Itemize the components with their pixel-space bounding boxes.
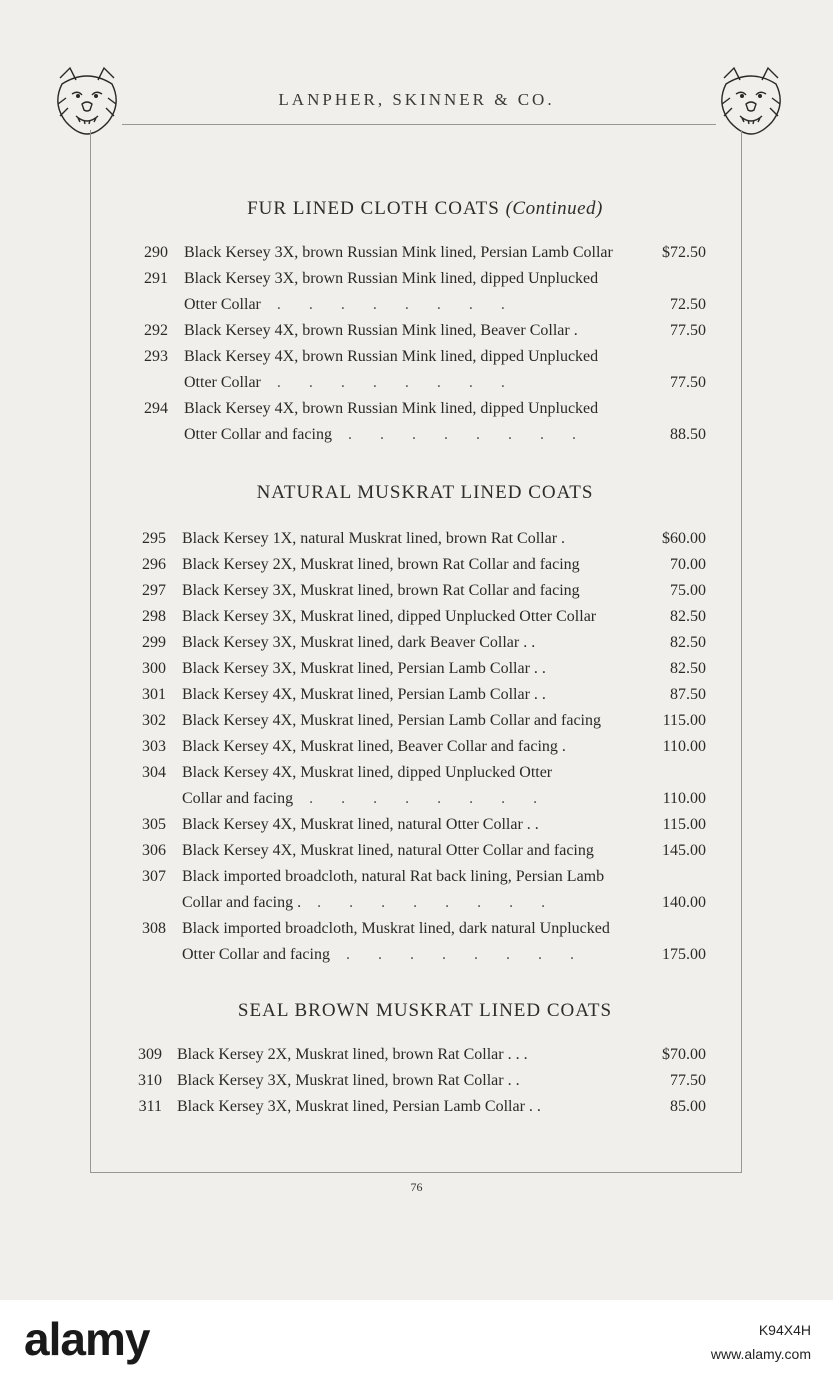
- item-description: Black Kersey 1X, natural Muskrat lined, brown Rat Collar .: [182, 530, 566, 547]
- item-description: Black Kersey 3X, brown Russian Mink lined, dipped Unplucked: [184, 270, 599, 287]
- item-price: 87.50: [670, 686, 706, 703]
- dot-leader: . . . . . . . .: [329, 946, 586, 963]
- item-description: Black Kersey 3X, Muskrat lined, brown Rat Collar . .: [177, 1072, 520, 1089]
- item-price: 77.50: [670, 1072, 706, 1089]
- catalog-entry: [0, 604, 833, 630]
- item-description: Otter Collar and facing . . . . . . . .: [182, 946, 586, 963]
- catalog-entry: [0, 552, 833, 578]
- item-price: 85.00: [670, 1098, 706, 1115]
- catalog-entry: [0, 812, 833, 838]
- entry-line: [0, 656, 833, 682]
- item-price: 82.50: [670, 634, 706, 651]
- item-description: Black Kersey 2X, Muskrat lined, brown Rat Collar and facing: [182, 556, 580, 573]
- section-title-seal-brown: SEAL BROWN MUSKRAT LINED COATS: [237, 1000, 613, 1021]
- item-number: 293: [144, 348, 168, 365]
- item-price: 77.50: [670, 374, 706, 391]
- item-description: Otter Collar . . . . . . . .: [184, 296, 517, 313]
- item-description: Black Kersey 3X, brown Russian Mink lined, Persian Lamb Collar: [184, 244, 613, 261]
- catalog-entry: [0, 1068, 833, 1094]
- entry-line: [0, 916, 833, 942]
- entry-line: [0, 1094, 833, 1120]
- item-number: 302: [142, 712, 166, 729]
- catalog-entry: [0, 578, 833, 604]
- item-number: 311: [138, 1098, 162, 1115]
- catalog-entry: [0, 1042, 833, 1068]
- item-number: 291: [144, 270, 168, 287]
- entry-line: [0, 578, 833, 604]
- item-description: Black Kersey 4X, Muskrat lined, Persian Lamb Collar and facing: [182, 712, 601, 729]
- item-description: Black Kersey 3X, Muskrat lined, dipped Unplucked Otter Collar: [182, 608, 597, 625]
- item-description: Black Kersey 4X, brown Russian Mink lined, dipped Unplucked: [184, 400, 599, 417]
- entry-line: [0, 266, 833, 292]
- item-number: 299: [142, 634, 166, 651]
- entry-line: [0, 318, 833, 344]
- catalog-entry: [0, 760, 833, 812]
- item-number: 305: [142, 816, 166, 833]
- entry-line: [0, 708, 833, 734]
- entry-line: [0, 396, 833, 422]
- item-number: 304: [142, 764, 166, 781]
- catalog-entry: [0, 838, 833, 864]
- entry-line: [0, 786, 833, 812]
- item-description: Black Kersey 4X, Muskrat lined, dipped Unplucked Otter: [182, 764, 553, 781]
- item-number: 292: [144, 322, 168, 339]
- item-number: 308: [142, 920, 166, 937]
- dot-leader: . . . . . . . .: [260, 296, 517, 313]
- dot-leader: . . . . . . . .: [293, 790, 550, 807]
- item-description: Black Kersey 4X, brown Russian Mink lined, Beaver Collar .: [184, 322, 578, 339]
- section-title-fur-lined: FUR LINED CLOTH COATS (Continued): [247, 198, 603, 219]
- entry-line: [0, 370, 833, 396]
- item-price: 72.50: [670, 296, 706, 313]
- dot-leader: . . . . . . . .: [331, 426, 588, 443]
- catalog-entry: [0, 630, 833, 656]
- item-price: 175.00: [662, 946, 706, 963]
- entry-line: [0, 682, 833, 708]
- entry-line: [0, 942, 833, 968]
- entry-line: [0, 240, 833, 266]
- item-number: 296: [142, 556, 166, 573]
- entry-line: [0, 812, 833, 838]
- entry-line: [0, 734, 833, 760]
- item-number: 303: [142, 738, 166, 755]
- catalog-entry: [0, 266, 833, 318]
- entry-line: [0, 864, 833, 890]
- page-number: 76: [410, 1180, 423, 1194]
- catalog-entry: [0, 396, 833, 448]
- catalog-entry: [0, 526, 833, 552]
- item-description: Black Kersey 4X, Muskrat lined, natural Otter Collar and facing: [182, 842, 594, 859]
- item-number: 290: [144, 244, 168, 261]
- item-description: Collar and facing . . . . . . . .: [182, 790, 550, 807]
- item-description: Black Kersey 4X, Muskrat lined, Beaver Collar and facing .: [182, 738, 566, 755]
- catalog-entry: [0, 344, 833, 396]
- item-price: 140.00: [662, 894, 706, 911]
- item-description: Black Kersey 4X, Muskrat lined, Persian Lamb Collar . .: [182, 686, 546, 703]
- section-entries: [0, 240, 833, 448]
- item-description: Black Kersey 3X, Muskrat lined, dark Beaver Collar . .: [182, 634, 536, 651]
- item-price: 82.50: [670, 608, 706, 625]
- entry-line: [0, 526, 833, 552]
- dot-leader: . . . . . . . .: [301, 894, 558, 911]
- section-entries: [0, 1042, 833, 1120]
- entry-line: [0, 1042, 833, 1068]
- section-entries: [0, 526, 833, 968]
- item-number: 309: [138, 1046, 162, 1063]
- item-price: 115.00: [662, 816, 706, 833]
- item-price: 110.00: [662, 790, 706, 807]
- catalog-entry: [0, 1094, 833, 1120]
- entry-line: [0, 1068, 833, 1094]
- firm-name: LANPHER, SKINNER & CO.: [278, 90, 555, 109]
- item-price: $60.00: [662, 530, 706, 547]
- entry-line: [0, 890, 833, 916]
- watermark-image-id: K94X4H: [758, 1322, 811, 1338]
- item-number: 300: [142, 660, 166, 677]
- item-description: Black Kersey 2X, Muskrat lined, brown Rat Collar . . .: [177, 1046, 528, 1063]
- entry-line: [0, 422, 833, 448]
- section-title-natural-muskrat: NATURAL MUSKRAT LINED COATS: [256, 482, 594, 503]
- item-price: 110.00: [662, 738, 706, 755]
- watermark-url: www.alamy.com: [710, 1346, 811, 1362]
- item-price: $72.50: [662, 244, 706, 261]
- item-price: 82.50: [670, 660, 706, 677]
- entry-line: [0, 344, 833, 370]
- item-price: 77.50: [670, 322, 706, 339]
- item-price: 75.00: [670, 582, 706, 599]
- catalog-entry: [0, 864, 833, 916]
- catalog-entry: [0, 240, 833, 266]
- item-number: 306: [142, 842, 166, 859]
- item-description: Black Kersey 3X, Muskrat lined, brown Rat Collar and facing: [182, 582, 580, 599]
- item-number: 297: [142, 582, 166, 599]
- catalog-entry: [0, 916, 833, 968]
- catalog-entry: [0, 682, 833, 708]
- frame-top-rule: [122, 124, 716, 125]
- item-description: Black Kersey 3X, Muskrat lined, Persian Lamb Collar . .: [177, 1098, 541, 1115]
- item-description: Black Kersey 3X, Muskrat lined, Persian Lamb Collar . .: [182, 660, 546, 677]
- item-description: Otter Collar and facing . . . . . . . .: [184, 426, 588, 443]
- item-description: Black Kersey 4X, brown Russian Mink lined, dipped Unplucked: [184, 348, 599, 365]
- entry-line: [0, 838, 833, 864]
- entry-line: [0, 630, 833, 656]
- catalog-entry: [0, 656, 833, 682]
- item-description: Black imported broadcloth, Muskrat lined, dark natural Unplucked: [182, 920, 610, 937]
- item-number: 298: [142, 608, 166, 625]
- entry-line: [0, 760, 833, 786]
- item-price: 145.00: [662, 842, 706, 859]
- dot-leader: . . . . . . . .: [260, 374, 517, 391]
- item-price: $70.00: [662, 1046, 706, 1063]
- catalog-entry: [0, 318, 833, 344]
- item-number: 307: [142, 868, 166, 885]
- item-number: 310: [138, 1072, 162, 1089]
- item-price: 115.00: [662, 712, 706, 729]
- catalog-entry: [0, 734, 833, 760]
- watermark-logo: alamy: [24, 1313, 150, 1365]
- item-description: Collar and facing . . . . . . . . .: [182, 894, 558, 911]
- entry-line: [0, 552, 833, 578]
- item-description: Black Kersey 4X, Muskrat lined, natural Otter Collar . .: [182, 816, 539, 833]
- item-description: Otter Collar . . . . . . . .: [184, 374, 517, 391]
- entry-line: [0, 292, 833, 318]
- item-number: 295: [142, 530, 166, 547]
- item-description: Black imported broadcloth, natural Rat back lining, Persian Lamb: [182, 868, 605, 885]
- item-price: 70.00: [670, 556, 706, 573]
- item-number: 301: [142, 686, 166, 703]
- catalog-entry: [0, 708, 833, 734]
- entry-line: [0, 604, 833, 630]
- item-number: 294: [144, 400, 168, 417]
- item-price: 88.50: [670, 426, 706, 443]
